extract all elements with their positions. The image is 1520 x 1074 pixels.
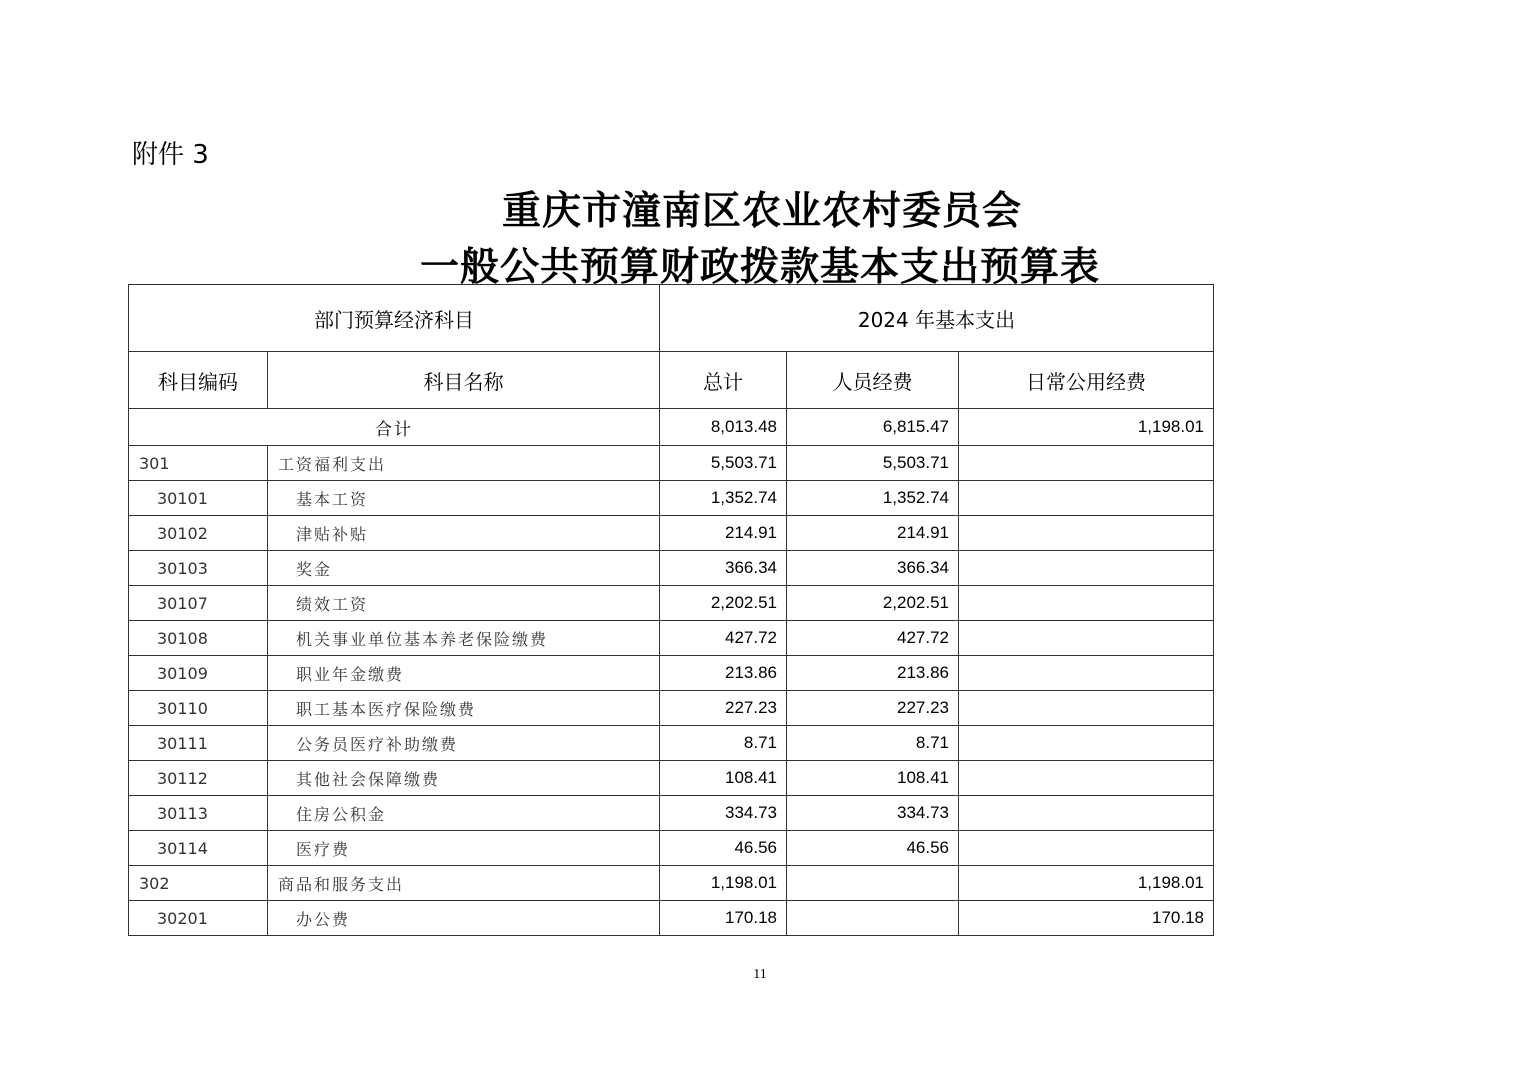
row-total: 366.34	[660, 551, 787, 586]
total-row	[129, 409, 1214, 446]
row-public: 170.18	[959, 901, 1214, 936]
row-personnel: 366.34	[787, 551, 959, 586]
table-row	[129, 516, 1214, 551]
header-code: 科目编码	[129, 352, 268, 409]
header-name: 科目名称	[268, 352, 660, 409]
row-public	[959, 796, 1214, 831]
row-public	[959, 761, 1214, 796]
page-number: 11	[753, 967, 767, 982]
table-row	[129, 761, 1214, 796]
row-name: 职工基本医疗保险缴费	[268, 691, 660, 726]
row-total: 170.18	[660, 901, 787, 936]
page-title-line-1: 重庆市潼南区农业农村委员会	[501, 188, 1022, 234]
row-code: 301	[129, 446, 268, 481]
row-public	[959, 831, 1214, 866]
table-row	[129, 726, 1214, 761]
row-total: 5,503.71	[660, 446, 787, 481]
row-name: 奖金	[268, 551, 660, 586]
total-label: 合计	[129, 409, 660, 446]
row-code: 30108	[129, 621, 268, 656]
row-code: 30109	[129, 656, 268, 691]
row-personnel: 227.23	[787, 691, 959, 726]
total-personnel: 6,815.47	[787, 409, 959, 446]
row-public	[959, 621, 1214, 656]
header-row-1	[129, 285, 1214, 352]
table-row	[129, 656, 1214, 691]
row-total: 46.56	[660, 831, 787, 866]
row-personnel	[787, 901, 959, 936]
row-code: 30110	[129, 691, 268, 726]
header-row-2	[129, 352, 1214, 409]
table-row	[129, 551, 1214, 586]
row-name: 其他社会保障缴费	[268, 761, 660, 796]
row-name: 商品和服务支出	[268, 866, 660, 901]
row-name: 绩效工资	[268, 586, 660, 621]
table-row	[129, 621, 1214, 656]
row-personnel: 334.73	[787, 796, 959, 831]
row-public	[959, 691, 1214, 726]
attachment-label: 附件 3	[132, 140, 209, 170]
table-row	[129, 481, 1214, 516]
header-personnel: 人员经费	[787, 352, 959, 409]
page-title-line-2: 一般公共预算财政拨款基本支出预算表	[419, 244, 1100, 290]
row-code: 30113	[129, 796, 268, 831]
row-public	[959, 481, 1214, 516]
row-public	[959, 516, 1214, 551]
row-name: 办公费	[268, 901, 660, 936]
row-name: 住房公积金	[268, 796, 660, 831]
row-public	[959, 656, 1214, 691]
header-basic-expense: 2024 年基本支出	[660, 285, 1214, 352]
row-total: 227.23	[660, 691, 787, 726]
row-total: 427.72	[660, 621, 787, 656]
row-code: 30103	[129, 551, 268, 586]
row-total: 214.91	[660, 516, 787, 551]
table-row	[129, 901, 1214, 936]
row-total: 1,352.74	[660, 481, 787, 516]
table-row	[129, 866, 1214, 901]
row-name: 公务员医疗补助缴费	[268, 726, 660, 761]
total-total: 8,013.48	[660, 409, 787, 446]
row-name: 医疗费	[268, 831, 660, 866]
row-code: 30201	[129, 901, 268, 936]
row-personnel: 213.86	[787, 656, 959, 691]
total-public: 1,198.01	[959, 409, 1214, 446]
row-name: 基本工资	[268, 481, 660, 516]
row-personnel: 108.41	[787, 761, 959, 796]
row-personnel: 427.72	[787, 621, 959, 656]
row-code: 302	[129, 866, 268, 901]
header-public: 日常公用经费	[959, 352, 1214, 409]
row-code: 30111	[129, 726, 268, 761]
row-total: 1,198.01	[660, 866, 787, 901]
budget-table	[128, 284, 1214, 936]
row-total: 108.41	[660, 761, 787, 796]
row-personnel	[787, 866, 959, 901]
row-code: 30107	[129, 586, 268, 621]
row-personnel: 1,352.74	[787, 481, 959, 516]
row-total: 2,202.51	[660, 586, 787, 621]
row-code: 30114	[129, 831, 268, 866]
row-public	[959, 586, 1214, 621]
row-personnel: 46.56	[787, 831, 959, 866]
row-total: 334.73	[660, 796, 787, 831]
row-personnel: 214.91	[787, 516, 959, 551]
row-total: 8.71	[660, 726, 787, 761]
table-row	[129, 446, 1214, 481]
row-code: 30101	[129, 481, 268, 516]
row-public	[959, 551, 1214, 586]
table-row	[129, 796, 1214, 831]
row-personnel: 2,202.51	[787, 586, 959, 621]
table-row	[129, 586, 1214, 621]
row-personnel: 8.71	[787, 726, 959, 761]
header-dept-subject: 部门预算经济科目	[129, 285, 660, 352]
row-personnel: 5,503.71	[787, 446, 959, 481]
row-name: 津贴补贴	[268, 516, 660, 551]
row-name: 职业年金缴费	[268, 656, 660, 691]
row-name: 工资福利支出	[268, 446, 660, 481]
row-code: 30102	[129, 516, 268, 551]
header-total: 总计	[660, 352, 787, 409]
row-public	[959, 446, 1214, 481]
table-row	[129, 691, 1214, 726]
row-total: 213.86	[660, 656, 787, 691]
row-name: 机关事业单位基本养老保险缴费	[268, 621, 660, 656]
row-code: 30112	[129, 761, 268, 796]
row-public	[959, 726, 1214, 761]
row-public: 1,198.01	[959, 866, 1214, 901]
table-row	[129, 831, 1214, 866]
